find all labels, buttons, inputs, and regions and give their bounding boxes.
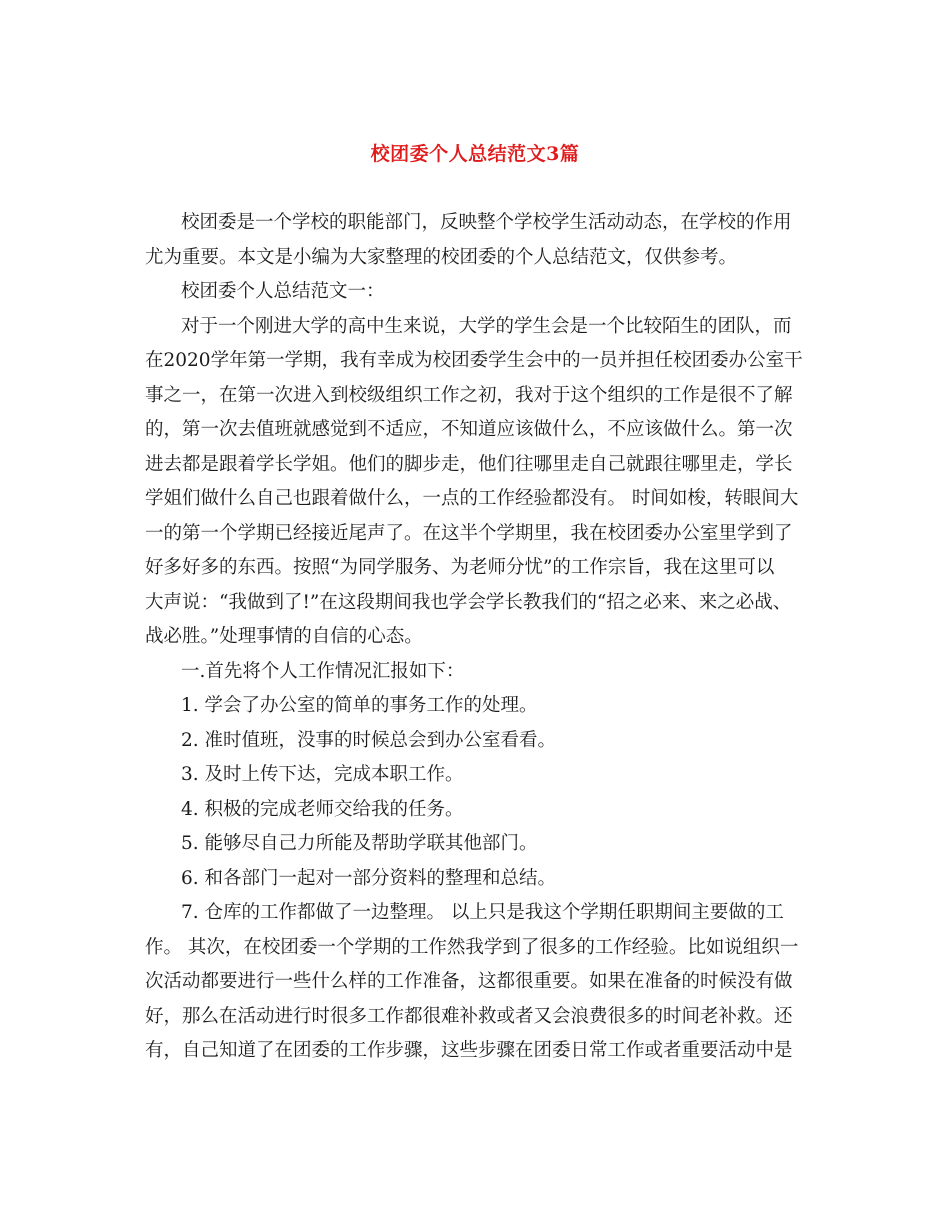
text-line: 7. 仓库的工作都做了一边整理。 以上只是我这个学期任职期间主要做的工 xyxy=(181,902,784,923)
text-line: 有，自己知道了在团委的工作步骤，这些步骤在团委日常工作或者重要活动中是 xyxy=(145,1040,793,1061)
text-line: 进去都是跟着学长学姐。他们的脚步走，他们往哪里走自己就跟往哪里走，学长 xyxy=(145,453,793,475)
text-line: 3. 及时上传下达，完成本职工作。 xyxy=(181,764,464,785)
text-line: 战必胜。”处理事情的自信的心态。 xyxy=(145,626,423,647)
text-line: 次活动都要进行一些什么样的工作准备，这都很重要。如果在准备的时候没有做 xyxy=(145,971,793,992)
text-line: 4. 积极的完成老师交给我的任务。 xyxy=(181,798,464,820)
text-line: 2. 准时值班，没事的时候总会到办公室看看。 xyxy=(181,729,557,751)
text-line: 的，第一次去值班就感觉到不适应，不知道应该做什么，不应该做什么。第一次 xyxy=(145,419,793,440)
text-line: 对于一个刚进大学的高中生来说，大学的学生会是一个比较陌生的团队，而 xyxy=(181,315,792,337)
text-line: 好多好多的东西。按照“为同学服务、为老师分忧”的工作宗旨，我在这里可以 xyxy=(145,557,775,578)
text-line: 校团委个人总结范文一： xyxy=(181,281,385,302)
text-line: 6. 和各部门一起对一部分资料的整理和总结。 xyxy=(181,867,557,889)
text-line: 大声说：“我做到了!”在这段期间我也学会学长教我们的“招之必来、来之必战、 xyxy=(145,591,792,613)
text-line: 5. 能够尽自己力所能及帮助学联其他部门。 xyxy=(181,833,538,854)
document-body xyxy=(145,206,810,1069)
text-line: 作。 其次，在校团委一个学期的工作然我学到了很多的工作经验。比如说组织一 xyxy=(145,936,799,958)
text-line: 校团委是一个学校的职能部门，反映整个学校学生活动动态，在学校的作用 xyxy=(181,212,792,233)
text-line: 一的第一个学期已经接近尾声了。在这半个学期里，我在校团委办公室里学到了 xyxy=(145,522,793,544)
text-line: 尤为重要。本文是小编为大家整理的校团委的个人总结范文，仅供参考。 xyxy=(145,246,738,268)
text-line: 事之一，在第一次进入到校级组织工作之初，我对于这个组织的工作是很不了解 xyxy=(145,384,793,406)
document-title: 校团委个人总结范文3篇 xyxy=(370,143,580,165)
text-line: 学姐们做什么自己也跟着做什么，一点的工作经验都没有。 时间如梭，转眼间大 xyxy=(145,488,799,509)
text-line: 1. 学会了办公室的简单的事务工作的处理。 xyxy=(181,695,538,716)
text-line: 好，那么在活动进行时很多工作都很难补救或者又会浪费很多的时间老补救。还 xyxy=(145,1005,793,1027)
text-line: 在2020学年第一学期，我有幸成为校团委学生会中的一员并担任校团委办公室干 xyxy=(145,350,803,371)
text-line: 一.首先将个人工作情况汇报如下： xyxy=(181,660,465,682)
